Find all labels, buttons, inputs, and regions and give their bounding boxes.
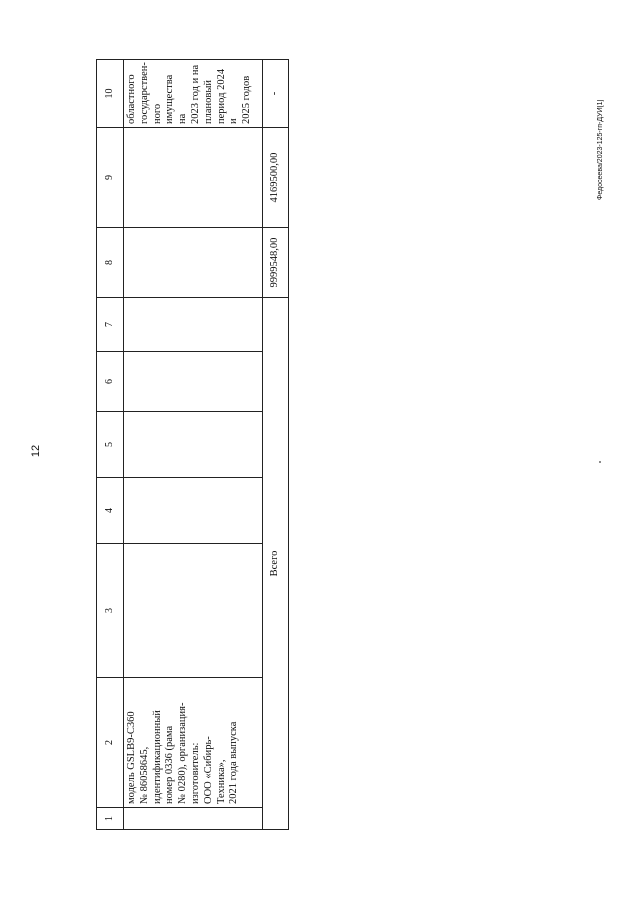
column-number: 1 xyxy=(97,808,124,830)
column-number: 7 xyxy=(97,298,124,352)
cell-col9 xyxy=(124,128,263,228)
column-number: 5 xyxy=(97,412,124,478)
cell-col1 xyxy=(124,808,263,830)
cell-col5 xyxy=(124,412,263,478)
total-row xyxy=(263,60,289,830)
column-number: 2 xyxy=(97,678,124,808)
column-number: 8 xyxy=(97,228,124,298)
dot-mark xyxy=(599,461,601,463)
total-col8: 9999548,00 xyxy=(263,228,289,298)
column-number: 9 xyxy=(97,128,124,228)
cell-description: модель GSLB9-C360 № 86058645, идентификационный номер 0336 (рама № 0280), организация- изготовитель: ООО «Сибирь- Техника», 2021 года выпуска xyxy=(124,678,263,808)
table-row xyxy=(124,60,263,830)
total-col9: 4169500,00 xyxy=(263,128,289,228)
cell-col3 xyxy=(124,544,263,678)
column-number-row xyxy=(97,60,124,830)
page-number: 12 xyxy=(30,444,42,458)
total-col10: - xyxy=(263,60,289,128)
data-table xyxy=(96,59,289,830)
cell-col4 xyxy=(124,478,263,544)
column-number: 10 xyxy=(97,60,124,128)
column-number: 3 xyxy=(97,544,124,678)
cell-col8 xyxy=(124,228,263,298)
cell-col6 xyxy=(124,352,263,412)
cell-col7 xyxy=(124,298,263,352)
column-number: 6 xyxy=(97,352,124,412)
rotated-table xyxy=(96,60,279,830)
cell-plan-reference: областного государствен- ного имущества на 2023 год и на плановый период 2024 и 2025 годов xyxy=(124,60,263,128)
total-label: Всего xyxy=(263,298,289,830)
column-number: 4 xyxy=(97,478,124,544)
document-code: Федосеева/2023-125-гп-ДУИ[1] xyxy=(597,99,604,200)
